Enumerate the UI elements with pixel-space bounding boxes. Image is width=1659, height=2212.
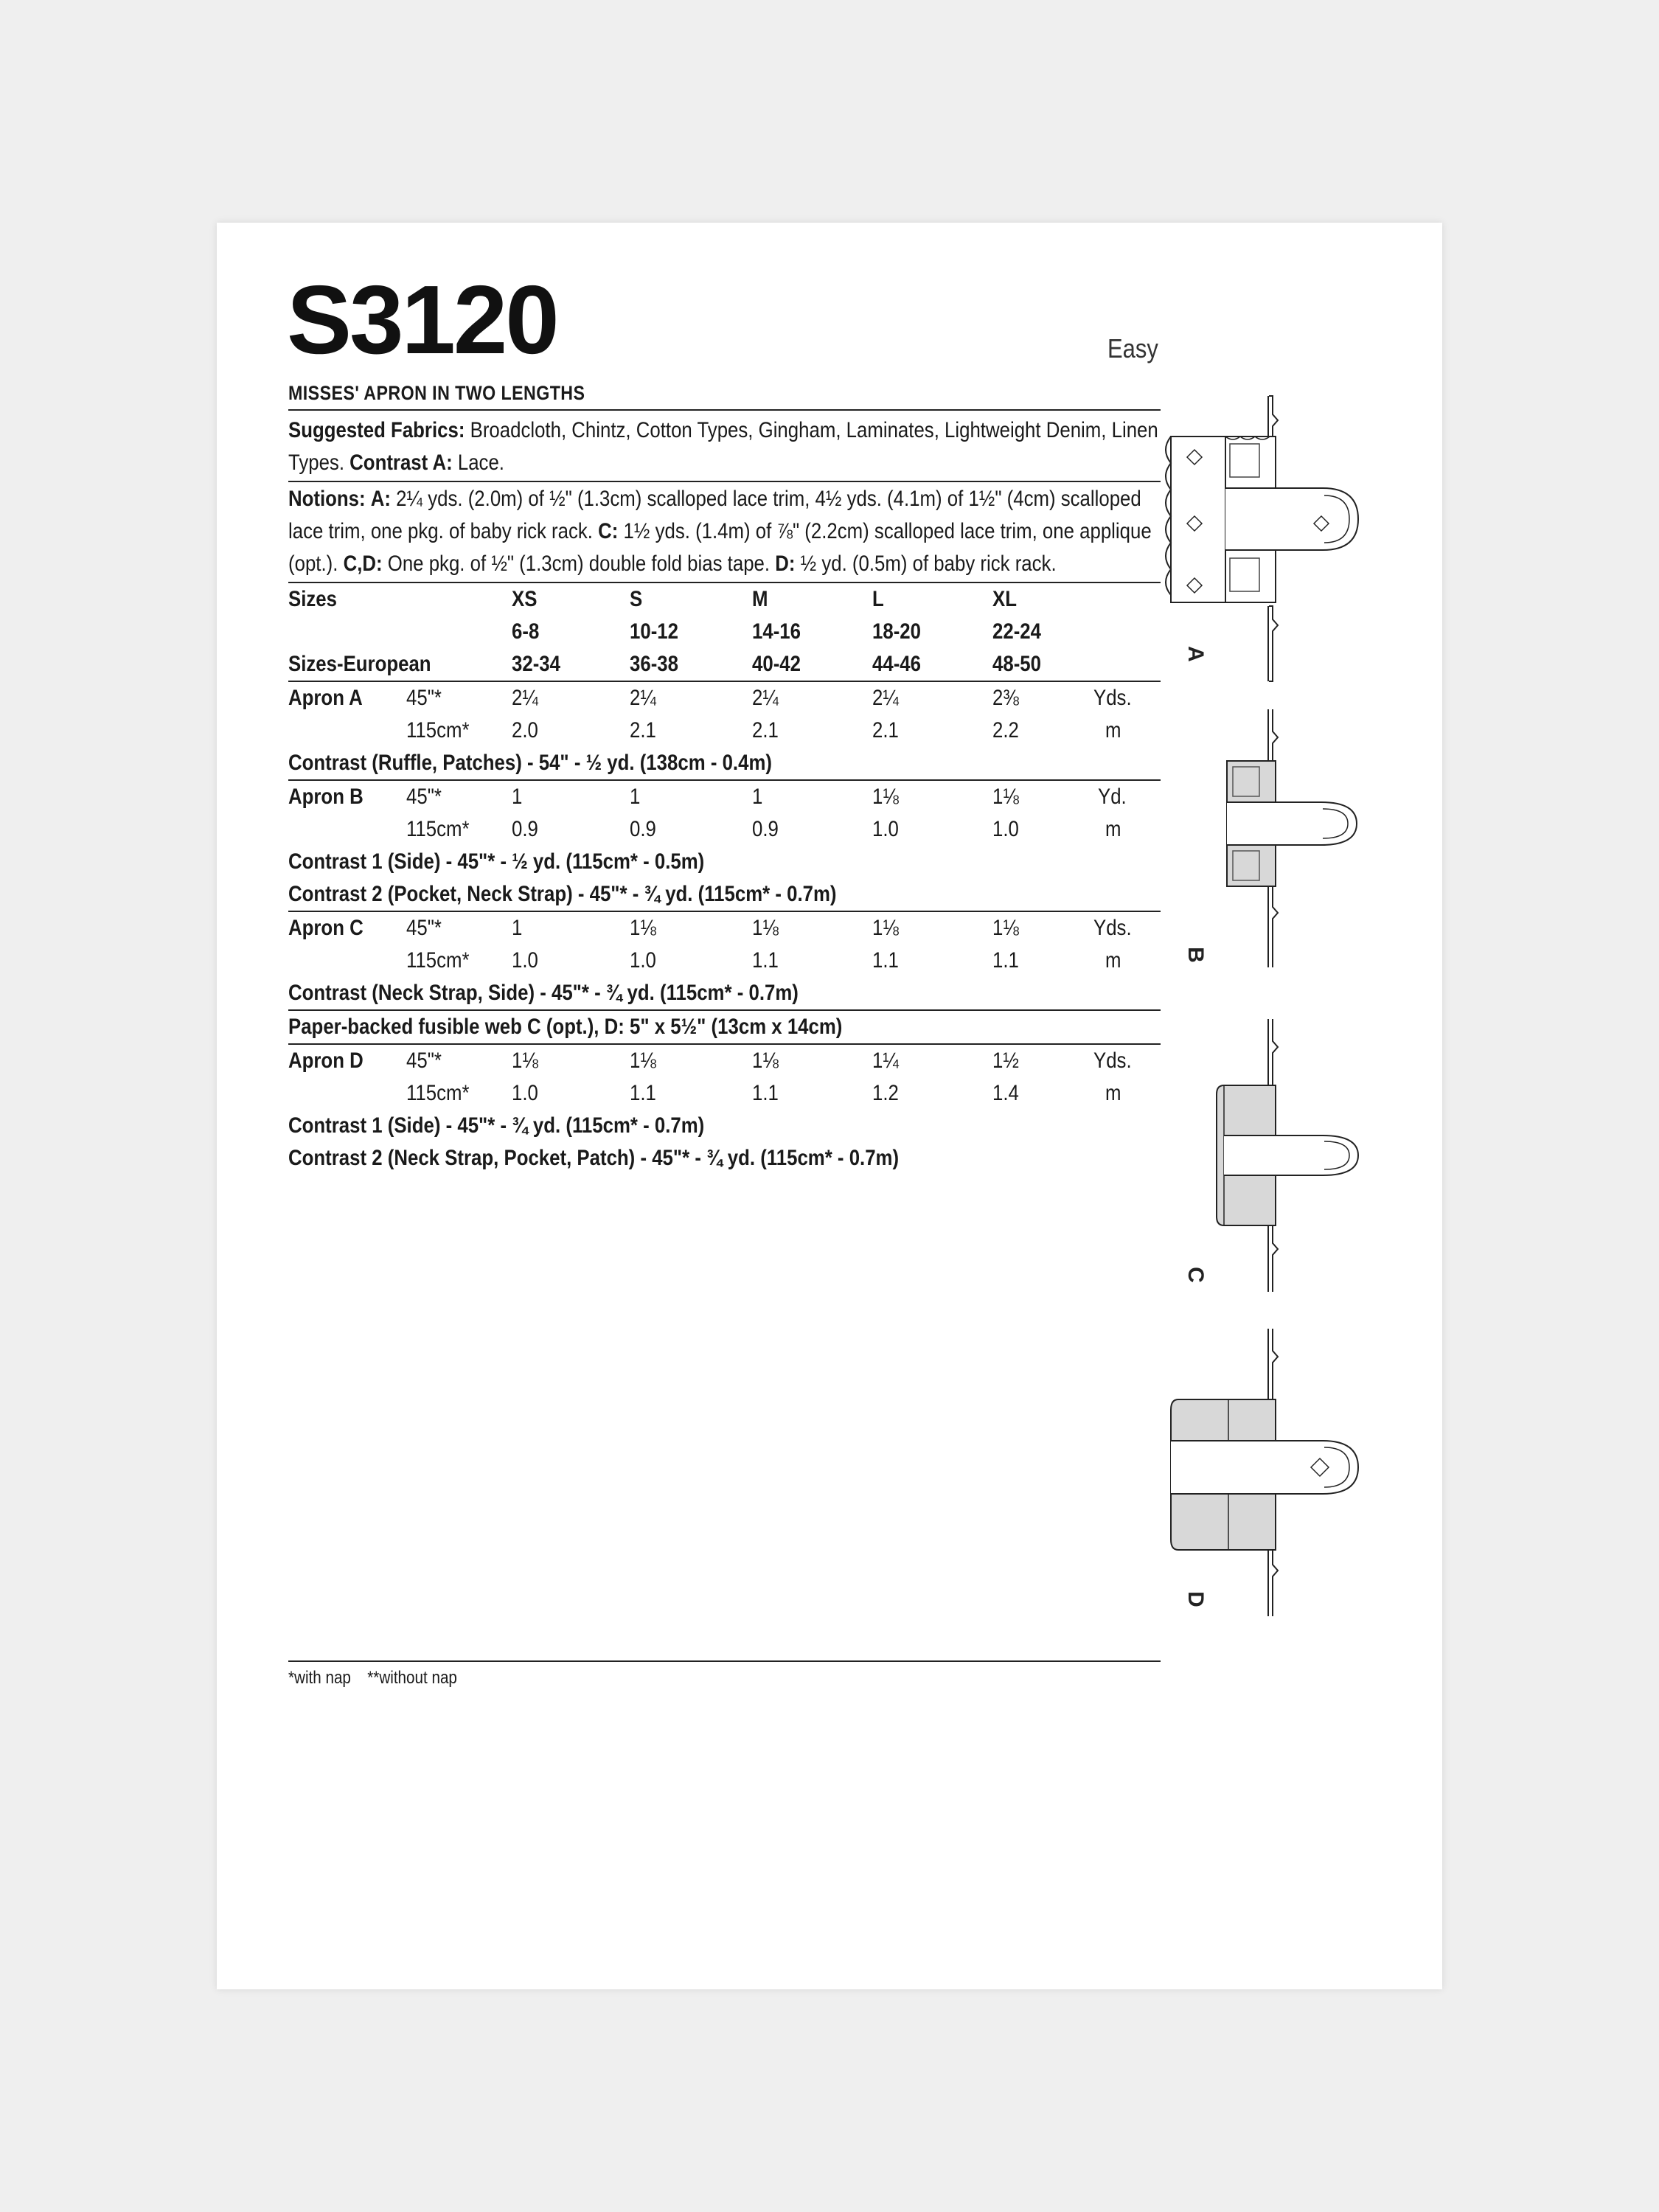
- contrast-line: Contrast (Neck Strap, Side) - 45"* - ¾ yd. (115cm* - 0.7m): [288, 981, 799, 1005]
- yardage-value: 1⅛: [630, 1048, 656, 1073]
- yardage-value: 1⅛: [992, 916, 1019, 940]
- yardage-value: 2¼: [872, 686, 899, 710]
- sizes-european-label: Sizes-European: [288, 652, 431, 676]
- contrast-row: [288, 1110, 1161, 1142]
- pattern-info: [288, 383, 1161, 1175]
- unit: Yd.: [1098, 785, 1127, 809]
- yardage-value: 2¼: [512, 686, 538, 710]
- unit: Yds.: [1093, 916, 1132, 940]
- fabric-width: 115cm*: [406, 817, 470, 841]
- yardage-value: 0.9: [512, 817, 538, 841]
- footnote-with-nap: *with nap: [288, 1668, 351, 1688]
- contrast-row: [288, 977, 1161, 1009]
- view-b-label: B: [1183, 947, 1208, 963]
- yardage-value: 2.2: [992, 718, 1019, 742]
- yardage-value: 1.0: [630, 948, 656, 973]
- yardage-value: 1.1: [752, 1081, 779, 1105]
- size-codes-row: [288, 583, 1161, 616]
- view-b-drawing: [1161, 709, 1442, 990]
- size-us: 14-16: [752, 619, 801, 644]
- apron-d-imperial-row: [288, 1045, 1161, 1077]
- yardage-value: 2⅜: [992, 686, 1019, 710]
- yardage-value: 1⅛: [992, 785, 1019, 809]
- view-label: Apron A: [288, 686, 363, 710]
- size-us-row: [288, 616, 1161, 648]
- yardage-value: 1: [752, 785, 763, 809]
- apron-b-imperial-row: [288, 781, 1161, 813]
- fabric-width: 45"*: [406, 916, 442, 940]
- apron-c-flat-sketch: [1161, 1019, 1442, 1299]
- apron-c-imperial-row: [288, 912, 1161, 945]
- yardage-value: 1: [512, 785, 523, 809]
- yardage-value: 1: [630, 785, 641, 809]
- contrast-line: Contrast 2 (Neck Strap, Pocket, Patch) - 45"* - ¾ yd. (115cm* - 0.7m): [288, 1146, 900, 1170]
- yardage-value: 1.0: [512, 1081, 538, 1105]
- contrast-row: [288, 747, 1161, 779]
- apron-a-imperial-row: [288, 682, 1161, 714]
- footnote-without-nap: **without nap: [367, 1668, 457, 1688]
- fabric-width: 115cm*: [406, 1081, 470, 1105]
- unit: m: [1105, 718, 1121, 742]
- yardage-value: 1.4: [992, 1081, 1019, 1105]
- view-label: Apron B: [288, 785, 364, 809]
- apron-d-metric-row: [288, 1077, 1161, 1110]
- size-code: L: [872, 587, 884, 611]
- size-european: 32-34: [512, 652, 560, 676]
- fusible-web-line: Paper-backed fusible web C (opt.), D: 5" x 5½" (13cm x 14cm): [288, 1015, 843, 1039]
- yardage-value: 1.0: [512, 948, 538, 973]
- yardage-value: 1¼: [872, 1048, 899, 1073]
- size-us: 22-24: [992, 619, 1041, 644]
- size-us: 18-20: [872, 619, 921, 644]
- sizes-label: Sizes: [288, 587, 337, 611]
- yardage-value: 1.0: [992, 817, 1019, 841]
- yardage-value: 1⅛: [872, 785, 899, 809]
- pattern-envelope-back: [217, 223, 1442, 1989]
- unit: m: [1105, 948, 1121, 973]
- unit: m: [1105, 1081, 1121, 1105]
- apron-d-flat-sketch: [1161, 1329, 1442, 1624]
- notions: Notions: A: 2¼ yds. (2.0m) of ½" (1.3cm) scalloped lace trim, 4½ yds. (4.1m) of 1½" (4cm) scalloped lace trim, one pkg. of baby rick rack. C: 1½ yds. (1.4m) of ⅞" (2.2cm) scalloped lace trim, one applique (opt.). C,D: One pkg. of ½" (1.3cm) double fold bias tape. D: ½ yd. (0.5m) of baby rick rack.: [288, 487, 1152, 576]
- view-c-drawing: [1161, 1019, 1442, 1299]
- size-european: 48-50: [992, 652, 1041, 676]
- divider: [288, 409, 1161, 411]
- contrast-line: Contrast 2 (Pocket, Neck Strap) - 45"* - ¾ yd. (115cm* - 0.7m): [288, 882, 837, 906]
- footnotes: [288, 1663, 473, 1693]
- yardage-value: 1⅛: [630, 916, 656, 940]
- unit: Yds.: [1093, 686, 1132, 710]
- view-label: Apron D: [288, 1048, 364, 1073]
- divider: [288, 481, 1161, 482]
- yardage-value: 2.1: [872, 718, 899, 742]
- size-european: 40-42: [752, 652, 801, 676]
- view-drawings: [1161, 392, 1442, 1860]
- yardage-value: 2.1: [630, 718, 656, 742]
- unit: m: [1105, 817, 1121, 841]
- yardage-value: 1.1: [752, 948, 779, 973]
- yardage-value: 2.1: [752, 718, 779, 742]
- yardage-value: 1⅛: [872, 916, 899, 940]
- fabric-width: 115cm*: [406, 718, 470, 742]
- view-d-drawing: [1161, 1329, 1442, 1624]
- yardage-value: 1⅛: [752, 1048, 779, 1073]
- view-a-label: A: [1183, 646, 1208, 662]
- contrast-row: [288, 878, 1161, 911]
- view-a-drawing: [1161, 392, 1442, 687]
- fabric-width: 115cm*: [406, 948, 470, 973]
- contrast-line: Contrast 1 (Side) - 45"* - ½ yd. (115cm* - 0.5m): [288, 849, 705, 874]
- yardage-value: 1.1: [992, 948, 1019, 973]
- pattern-title: MISSES' APRON IN TWO LENGTHS: [288, 382, 585, 404]
- yardage-value: 1.2: [872, 1081, 899, 1105]
- unit: Yds.: [1093, 1048, 1132, 1073]
- difficulty-label: Easy: [1107, 333, 1158, 364]
- view-c-label: C: [1183, 1267, 1208, 1283]
- yardage-value: 1.1: [872, 948, 899, 973]
- size-code: M: [752, 587, 768, 611]
- yardage-value: 0.9: [630, 817, 656, 841]
- yardage-value: 1.0: [872, 817, 899, 841]
- fabric-width: 45"*: [406, 1048, 442, 1073]
- apron-b-metric-row: [288, 813, 1161, 846]
- size-european-row: [288, 648, 1161, 681]
- yardage-value: 1⅛: [512, 1048, 538, 1073]
- yardage-value: 1½: [992, 1048, 1019, 1073]
- size-european: 44-46: [872, 652, 921, 676]
- fabric-width: 45"*: [406, 686, 442, 710]
- fabric-width: 45"*: [406, 785, 442, 809]
- suggested-fabrics: Suggested Fabrics: Broadcloth, Chintz, Cotton Types, Gingham, Laminates, Lightweight Denim, Linen Types. Contrast A: Lace.: [288, 418, 1158, 475]
- yardage-value: 2¼: [752, 686, 779, 710]
- size-code: XS: [512, 587, 538, 611]
- size-code: S: [630, 587, 643, 611]
- yardage-value: 1: [512, 916, 523, 940]
- yardage-value: 1.1: [630, 1081, 656, 1105]
- view-label: Apron C: [288, 916, 364, 940]
- fusible-web-row: [288, 1011, 1161, 1043]
- apron-a-flat-sketch: [1161, 392, 1442, 687]
- divider: [288, 1660, 1161, 1662]
- size-table: [288, 583, 1161, 1175]
- apron-c-metric-row: [288, 945, 1161, 977]
- contrast-row: [288, 846, 1161, 878]
- apron-a-metric-row: [288, 714, 1161, 747]
- size-european: 36-38: [630, 652, 678, 676]
- size-us: 6-8: [512, 619, 540, 644]
- size-us: 10-12: [630, 619, 678, 644]
- contrast-line: Contrast (Ruffle, Patches) - 54" - ½ yd. (138cm - 0.4m): [288, 751, 772, 775]
- contrast-line: Contrast 1 (Side) - 45"* - ¾ yd. (115cm* - 0.7m): [288, 1113, 705, 1138]
- pattern-number: S3120: [287, 265, 557, 374]
- yardage-value: 0.9: [752, 817, 779, 841]
- yardage-value: 2.0: [512, 718, 538, 742]
- yardage-value: 2¼: [630, 686, 656, 710]
- contrast-row: [288, 1142, 1161, 1175]
- view-d-label: D: [1183, 1591, 1208, 1607]
- yardage-value: 1⅛: [752, 916, 779, 940]
- size-code: XL: [992, 587, 1017, 611]
